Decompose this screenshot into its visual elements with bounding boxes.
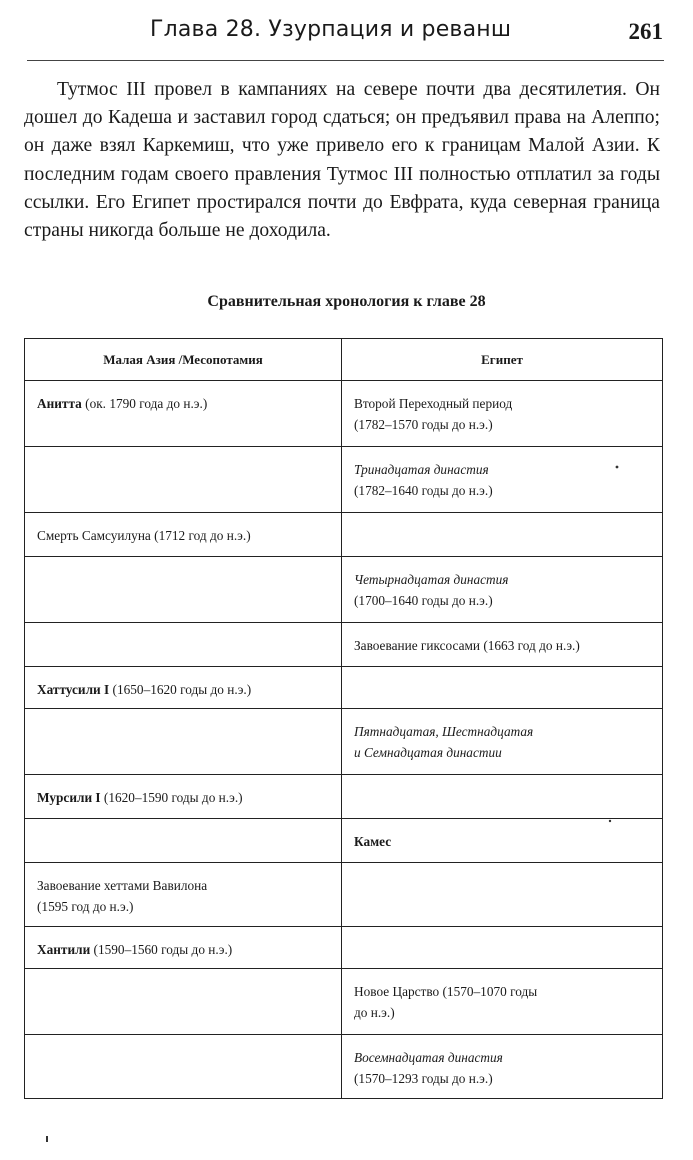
cell-line xyxy=(354,459,654,480)
event-text: (1700–1640 годы до н.э.) xyxy=(354,593,493,608)
cell-egypt xyxy=(342,969,663,1035)
cell-egypt xyxy=(342,623,663,667)
cell-asia-mesopotamia xyxy=(25,557,342,623)
cell-line xyxy=(37,896,333,917)
event-text: (1782–1570 годы до н.э.) xyxy=(354,417,493,432)
cell-line xyxy=(354,569,654,590)
table-row xyxy=(25,557,663,623)
table-row xyxy=(25,513,663,557)
table-row xyxy=(25,819,663,863)
cell-egypt xyxy=(342,819,663,863)
cell-line xyxy=(354,831,654,852)
cell-asia-mesopotamia xyxy=(25,969,342,1035)
table-row xyxy=(25,667,663,709)
table-row xyxy=(25,969,663,1035)
print-speck xyxy=(46,1136,48,1142)
table-header-row xyxy=(25,339,663,381)
date-range: (ок. 1790 года до н.э.) xyxy=(81,396,208,411)
cell-asia-mesopotamia xyxy=(25,381,342,447)
dynasty-name: Тринадцатая династия xyxy=(354,462,489,477)
ruler-name: Хаттусили I xyxy=(37,682,110,697)
cell-line xyxy=(354,414,654,435)
cell-line xyxy=(354,480,654,501)
cell-asia-mesopotamia xyxy=(25,447,342,513)
event-text: до н.э.) xyxy=(354,1005,395,1020)
column-header-egypt: Египет xyxy=(342,339,663,381)
dynasty-name: Пятнадцатая, Шестнадцатая xyxy=(354,724,534,739)
cell-asia-mesopotamia xyxy=(25,927,342,969)
cell-egypt xyxy=(342,775,663,819)
column-header-asia: Малая Азия /Месопотамия xyxy=(25,339,342,381)
date-range: (1590–1560 годы до н.э.) xyxy=(90,942,233,957)
cell-line xyxy=(354,721,654,742)
cell-line xyxy=(354,1002,654,1023)
body-paragraph: Тутмос III провел в кампаниях на севере почти два десятилетия. Он дошел до Кадеша и заставил город сдаться; он предъявил права на Алеппо; он даже взял Каркемиш, что уже привело его к границам Малой Азии. К последним годам своего правления Тутмос III полностью отплатил за годы ссылки. Его Египет простирался почти до Евфрата, куда северная граница страны никогда больше не доходила. xyxy=(24,79,660,242)
cell-line xyxy=(354,981,654,1002)
table-row xyxy=(25,775,663,819)
table-row xyxy=(25,863,663,927)
date-range: (1650–1620 годы до н.э.) xyxy=(109,682,252,697)
cell-asia-mesopotamia xyxy=(25,623,342,667)
cell-egypt xyxy=(342,381,663,447)
dynasty-name: и Семнадцатая династии xyxy=(354,745,502,760)
cell-line xyxy=(354,1047,654,1068)
date-range: (1620–1590 годы до н.э.) xyxy=(100,790,243,805)
dynasty-name: Четырнадцатая династия xyxy=(354,572,509,587)
table-row xyxy=(25,623,663,667)
event-text: Смерть Самсуилуна (1712 год до н.э.) xyxy=(37,528,251,543)
cell-asia-mesopotamia xyxy=(25,709,342,775)
table-row xyxy=(25,927,663,969)
cell-line xyxy=(37,679,333,700)
running-head: Глава 28. Узурпация и реванш xyxy=(150,17,512,42)
cell-egypt xyxy=(342,557,663,623)
cell-line xyxy=(37,393,333,414)
cell-egypt xyxy=(342,927,663,969)
cell-line xyxy=(37,787,333,808)
cell-line xyxy=(37,939,333,960)
table-row xyxy=(25,709,663,775)
cell-asia-mesopotamia xyxy=(25,667,342,709)
cell-asia-mesopotamia xyxy=(25,1035,342,1099)
event-text: (1570–1293 годы до н.э.) xyxy=(354,1071,493,1086)
cell-line xyxy=(354,1068,654,1089)
event-text: (1782–1640 годы до н.э.) xyxy=(354,483,493,498)
table-body xyxy=(25,381,663,1099)
cell-asia-mesopotamia xyxy=(25,863,342,927)
cell-asia-mesopotamia xyxy=(25,775,342,819)
cell-line xyxy=(37,525,333,546)
cell-egypt xyxy=(342,709,663,775)
table-row xyxy=(25,1035,663,1099)
cell-egypt xyxy=(342,447,663,513)
event-text: Завоевание гиксосами (1663 год до н.э.) xyxy=(354,638,580,653)
event-text: Второй Переходный период xyxy=(354,396,513,411)
cell-asia-mesopotamia xyxy=(25,513,342,557)
cell-egypt xyxy=(342,667,663,709)
ruler-name: Хантили xyxy=(37,942,91,957)
dynasty-name: Восемнадцатая династия xyxy=(354,1050,503,1065)
cell-egypt xyxy=(342,513,663,557)
chronology-table xyxy=(24,338,663,1099)
ruler-name: Мурсили I xyxy=(37,790,101,805)
cell-line xyxy=(354,635,654,656)
cell-line xyxy=(354,590,654,611)
ruler-name: Камес xyxy=(354,834,392,849)
cell-line xyxy=(354,742,654,763)
cell-egypt xyxy=(342,863,663,927)
event-text: Новое Царство (1570–1070 годы xyxy=(354,984,538,999)
page-header xyxy=(0,0,693,62)
cell-line xyxy=(354,393,654,414)
table-row xyxy=(25,447,663,513)
cell-egypt xyxy=(342,1035,663,1099)
table-row xyxy=(25,381,663,447)
cell-line xyxy=(37,875,333,896)
header-rule xyxy=(27,60,664,61)
event-text: (1595 год до н.э.) xyxy=(37,899,134,914)
ruler-name: Анитта xyxy=(37,396,82,411)
table-title: Сравнительная хронология к главе 28 xyxy=(207,293,486,310)
page-number: 261 xyxy=(628,19,663,44)
event-text: Завоевание хеттами Вавилона xyxy=(37,878,208,893)
cell-asia-mesopotamia xyxy=(25,819,342,863)
